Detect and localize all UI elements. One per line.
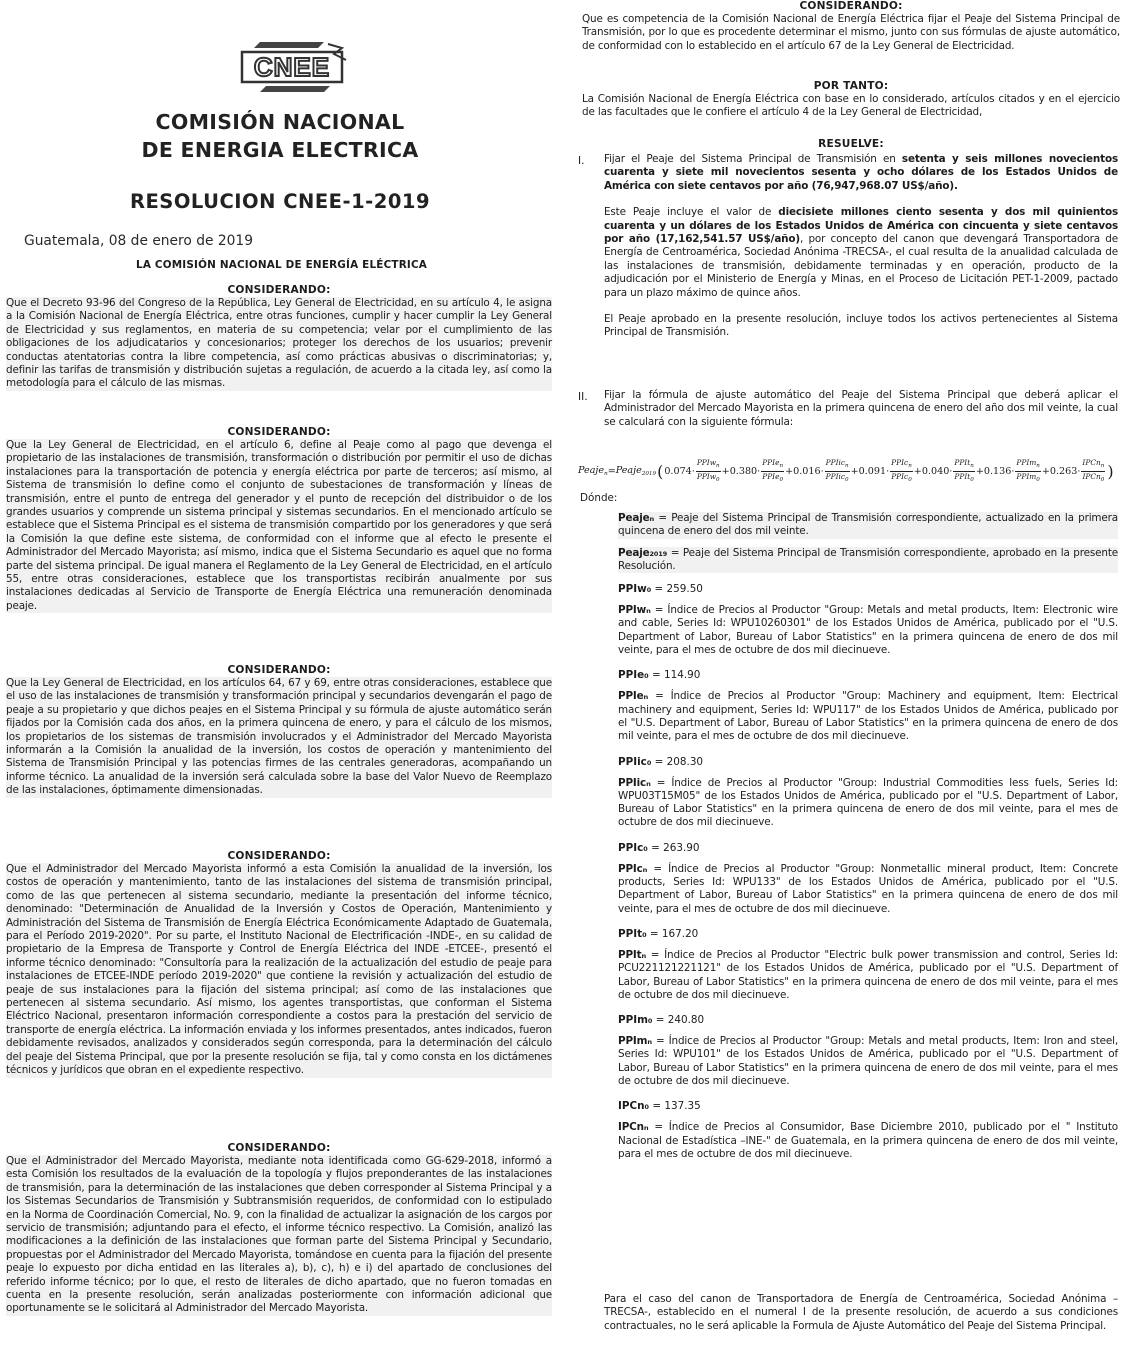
def-text: = Peaje del Sistema Principal de Transmisión correspondiente, actualizado en la primera quincena de enero del dos mil veinte. — [618, 512, 1118, 538]
considerando-text: Que el Decreto 93-96 del Congreso de la República, Ley General de Electricidad, en su artículo 4, le asigna a la Comisión Nacional de Energía Eléctrica, entre otras funciones, cumplir y hacer cumplir la Ley General de Electricidad y sus reglamentos, en materia de su competencia; velar por el cumplimiento de las obligaciones de los adjudicatarios y concesionarios; proteger los derechos de los usuarios; prevenir conductas atentatorias contra la libre competencia, así como prácticas abusivas o discriminatorias; y, definir las tarifas de transmisión y distribución sujetas a regulación, de acuerdo a la citada ley, así como la metodología para el cálculo de las mismas. — [6, 297, 552, 390]
considerando-text: Que el Administrador del Mercado Mayorista, mediante nota identificada como GG-629-2018, informó a esta Comisión los resultados de la evaluación de la topología y flujos preponderantes de las instalaciones de transmisión, para la determinación de las instalaciones que deben corresponder al Sistema Principal y a los Sistemas Secundarios de Transmisión y Subtransmisión requeridos, de conformidad con lo estipulado en la Norma de Coordinación Comercial, No. 9, con la finalidad de actualizar la asignación de los cargos por servicio de transmisión; adjuntando para el efecto, el informe técnico respectivo. La Comisión, analizó las modificaciones a la definición de las instalaciones que forman parte del Sistema Principal y Secundario, propuestas por el Administrador del Mercado Mayorista, tomándose en cuenta para la fijación del presente peaje lo expuesto por dicha entidad en las literales a), b), c), h) e i) del apartado de conclusiones del referido informe técnico; por lo que, el resto de literales de dicho apartado, que no fueron tomadas en cuenta en la presente resolución, serán analizadas posteriormente con información adicional que oportunamente se le solicitará al Administrador del Mercado Mayorista. — [6, 1155, 552, 1315]
considerando-heading: CONSIDERANDO: — [227, 850, 331, 862]
formula-coefficient: 0.136· — [983, 465, 1015, 477]
resuelve-item-i — [604, 153, 1118, 340]
def-peajen — [618, 512, 1118, 539]
resuelve-heading-block — [582, 138, 1120, 151]
considerando-text: Que la Ley General de Electricidad, en el artículo 6, define al Peaje como al pago que devenga el propietario de las instalaciones de transmisión, transformación o distribución por permitir el uso de dichas instalaciones para la transportación de potencia y energía eléctrica por parte de terceros; así mismo, al Sistema de transmisión lo define como el conjunto de subestaciones de transformación y líneas de transmisión, entre el punto de entrega del generador y el punto de recepción del distribuidor o de los grandes usuarios y comprende un sistema principal y sistemas secundarios. En el mencionado artículo se establece que el Sistema Principal es el sistema de transmisión compartido por los generadores y que será la Comisión la que define este sistema, de conformidad con el informe que al efecto le presente el Administrador del Mercado Mayorista; así mismo, indica que el Sistema Secundario es aquel que no forma parte del sistema principal. De igual manera el Reglamento de la Ley General de Electricidad, en el artículo 55, entre otras consideraciones, establece que los transportistas recibirán anualmente por sus instalaciones dedicadas al Servicio de Transporte de Energía Eléctrica una remuneración denominada peaje. — [6, 439, 552, 612]
item-i-paragraph-2 — [604, 206, 1118, 300]
considerando-text: Que es competencia de la Comisión Nacional de Energía Eléctrica fijar el Peaje del Sistema Principal de Transmisión, por lo que es procedente determinar el mismo, junto con sus fórmulas de ajuste automático, de conformidad con lo establecido en el artículo 67 de la Ley General de Electricidad. — [582, 13, 1120, 52]
def-label: PPIt₀ — [618, 927, 647, 940]
def-value: = 167.20 — [646, 927, 699, 940]
formula-equals: = — [607, 465, 616, 477]
formula-paren-open: ( — [657, 461, 664, 481]
formula-denominator: PPIe$_0$ — [762, 471, 784, 483]
considerando-text: Que la Ley General de Electricidad, en los artículos 64, 67 y 69, entre otras consideraciones, establece que el uso de las instalaciones de transmisión y transformación principal y secundarios devengarán el pago de peaje a su propietario y que dichos peajes en el Sistema Principal y su fórmula de ajuste automático serán fijados por la Comisión cada dos años, en la primera quincena de enero, y para el cálculo de los mismos, los propietarios de los sistemas de transmisión involucrados y el Administrador del Mercado Mayorista informarán a la Comisión la anualidad de la inversión, los costos de operación y mantenimiento del Sistema de Transmisión Principal y las potencias firmes de las centrales generadoras, acompañando un informe técnico. La anualidad de la inversión será calculada sobre la base del Valor Nuevo de Reemplazo de las instalaciones, óptimamente dimensionadas. — [6, 677, 552, 797]
def-text: = Índice de Precios al Productor "Group: Metals and metal products, Item: Electronic wire and cable, Series Id: WPU10260301" de los Estados Unidos de América, publicado por el "U.S. Department of Labor, Bureau of Labor Statistics" en la primera quincena de enero de dos mil veinte, para el mes de octubre de dos mil diecinueve. — [618, 604, 1118, 657]
formula-numerator: IPCn$_n$ — [1081, 458, 1105, 472]
formula-plus: + — [913, 465, 922, 477]
val-ppie0 — [618, 669, 1118, 682]
item-i-text: Fijar el Peaje del Sistema Principal de Transmisión en — [604, 153, 902, 165]
resolution-title: RESOLUCION CNEE-1-2019 — [129, 190, 431, 213]
item-i-p2-amount: diecisiete millones ciento sesenta y dos mil quinientos cuarenta y un dólares de los Estados Unidos de América con cincuenta y siete centavos por año (17,162,541.57 US$/año) — [604, 206, 1118, 246]
item-i-paragraph-3: El Peaje aprobado en la presente resolución, incluye todos los activos pertenecientes al Sistema Principal de Transmisión. — [604, 313, 1118, 339]
donde-text: Dónde: — [580, 492, 618, 504]
considerando-heading: CONSIDERANDO: — [227, 426, 331, 438]
formula-base-text: Peaje — [615, 465, 642, 476]
logo-text: CNEE — [253, 52, 331, 82]
definitions-list — [618, 512, 1118, 1161]
formula-subscript: n — [908, 462, 912, 469]
adjustment-formula — [578, 452, 1123, 490]
def-value: = 263.90 — [647, 841, 700, 854]
def-label: PPIw₀ — [618, 583, 652, 596]
considerando-heading: CONSIDERANDO: — [227, 284, 331, 296]
def-ppiicn — [618, 777, 1118, 830]
formula-plus: + — [975, 465, 984, 477]
formula-plus: + — [721, 465, 730, 477]
considerando-6 — [582, 0, 1120, 53]
considerando-5 — [6, 1142, 552, 1316]
formula-denominator: IPCn$_0$ — [1082, 471, 1105, 483]
formula-coefficient: 0.074· — [664, 465, 695, 477]
formula-plus: + — [785, 465, 794, 477]
def-peaje2019 — [618, 547, 1118, 574]
def-value: = 208.30 — [651, 755, 704, 768]
formula-subscript: n — [1100, 462, 1105, 469]
formula-subscript: 0 — [970, 476, 974, 483]
formula-denominator: PPIm$_0$ — [1016, 471, 1040, 483]
def-label: PPIwₙ — [618, 604, 651, 617]
def-text: = Índice de Precios al Productor "Electric bulk power transmission and control, Series Id: PCU221121221121" de los Estados Unidos de América, publicado por el "U.S. Department of Labor, Bureau of Labor Statistics" en la primera quincena de enero de dos mil veinte, para el mes de octubre de dos mil diecinueve. — [618, 948, 1118, 1001]
formula-paren-close: ) — [1107, 461, 1114, 481]
def-ipcnn — [618, 1121, 1118, 1161]
item-i-p2-lead: Este Peaje incluye el valor de — [604, 206, 779, 219]
organization-title — [100, 108, 460, 164]
formula-numerator: PPIw$_n$ — [696, 458, 721, 472]
formula-denominator: PPIw$_0$ — [696, 471, 720, 483]
val-ppit0 — [618, 928, 1118, 941]
def-label: PPIe₀ — [618, 669, 649, 682]
val-ppiw0 — [618, 583, 1118, 596]
formula-fraction — [825, 458, 850, 485]
formula-lhs-sub: n — [604, 471, 608, 477]
def-text: = Peaje del Sistema Principal de Transmisión correspondiente, aprobado en la presente Resolución. — [618, 546, 1118, 572]
def-label: IPCnₙ — [618, 1121, 649, 1134]
def-label: PPIic₀ — [618, 755, 652, 768]
closing-paragraph — [604, 1293, 1118, 1333]
formula-base-sub: 2019 — [641, 471, 657, 477]
formula-plus: + — [850, 465, 859, 477]
val-ppic0 — [618, 842, 1118, 855]
formula-coefficient: 0.380· — [729, 465, 761, 477]
formula-numerator: PPIic$_n$ — [825, 458, 850, 472]
place-date: Guatemala, 08 de enero de 2019 — [24, 233, 253, 249]
def-text: = Índice de Precios al Productor "Group: Industrial Commodities less fuels, Series Id: WPU03T15M05" de los Estados Unidos de América, publicado por el "U.S. Department of Labor, Bureau of Labor Statistics" en la primera quincena de enero de dos mil veinte, para el mes de octubre de dos mil diecinueve. — [618, 776, 1118, 829]
formula-numerator: PPIe$_n$ — [761, 458, 784, 472]
def-ppien — [618, 690, 1118, 743]
item-i-amount: setenta y seis millones novecientos cuarenta y siete mil novecientos sesenta y ocho dólares de los Estados Unidos de América con siete centavos por año (76,947,968.07 US$/año). — [604, 153, 1118, 192]
def-value: = 114.90 — [648, 669, 701, 682]
closing-text: Para el caso del canon de Transportadora de Energía de Centroamérica, Sociedad Anónima –TRECSA-, establecido en el numeral I de la presente resolución, de acuerdo a sus condiciones contractuales, no le será aplicable la Formula de Ajuste Automático del Peaje del Sistema Principal. — [604, 1293, 1118, 1332]
def-ppicn — [618, 863, 1118, 916]
formula-fraction — [761, 458, 784, 485]
considerando-3 — [6, 664, 552, 798]
def-label: PPItₙ — [618, 948, 647, 961]
formula-subscript: 0 — [1100, 476, 1105, 483]
formula-lhs — [578, 465, 608, 477]
formula-subscript: n — [1036, 462, 1040, 469]
considerando-heading: CONSIDERANDO: — [227, 664, 331, 676]
def-label: PPIeₙ — [618, 690, 649, 703]
val-ipcn0 — [618, 1100, 1118, 1113]
formula-fraction — [1015, 458, 1040, 485]
formula-lhs-text: Peaje — [578, 465, 605, 476]
formula-numerator: PPIt$_n$ — [953, 458, 974, 472]
def-text: = Índice de Precios al Productor "Group: Metals and metal products, Item: Iron and steel, Series Id: WPU101" de los Estados Unidos de América, publicado por el "U.S. Department of Labor, Bureau of Labor Statistics" en la primera quincena de enero de dos mil veinte, para el mes de octubre de dos mil diecinueve. — [618, 1035, 1118, 1088]
considerando-4 — [6, 850, 552, 1078]
val-ppim0 — [618, 1014, 1118, 1027]
item-number-ii: II. — [578, 391, 588, 403]
formula-subscript: 0 — [779, 476, 784, 483]
val-ppiic0 — [618, 756, 1118, 769]
formula-subscript: n — [845, 462, 849, 469]
formula-base — [616, 465, 656, 477]
def-value: = 137.35 — [649, 1100, 701, 1113]
def-text: = Índice de Precios al Productor "Group: Machinery and equipment, Item: Electrical machinery and equipment, Series Id: WPU117" de los Estados Unidos de América, publicado por el "U.S. Department of Labor, Bureau of Labor Statistics" en la primera quincena de enero de dos mil veinte, para el mes de octubre de dos mil diecinueve. — [618, 690, 1118, 743]
cnee-logo-graphic — [238, 40, 348, 96]
considerando-text: Que el Administrador del Mercado Mayorista informó a esta Comisión la anualidad de la inversión, los costos de operación y mantenimiento, tanto de las instalaciones del sistema de transmisión principal, como de las que pertenecen al sistema secundario, mediante la presentación del informe técnico, denominado: "Determinación de Anualidad de la Inversión y Costos de Operación, Mantenimiento y Administración del Sistema de Transmisión de Energía Eléctrica Económicamente Adaptado de Guatemala, para el Período 2019-2020". Por su parte, el Instituto Nacional de Electrificación -INDE-, en su calidad de propietario de la Empresa de Transporte y Control de Energía Eléctrica del INDE -ETCEE-, presentó el informe técnico denominado: "Consultoría para la realización de la actualización del estudio de peaje para instalaciones de ETCEE-INDE período 2019-2020" que contiene la revisión y actualización del estudio de peaje de sus instalaciones para la fijación del sistema principal; así como de las instalaciones que pertenecen al sistema secundario. Así mismo, los agentes transportistas, que conforman el Sistema Eléctrico Nacional, presentaron información correspondiente a costos para la prestación del servicio de transporte de energía eléctrica. La información enviada y los informes presentados, antes indicados, fueron debidamente revisados, analizados y considerados según corresponda, para la determinación del cálculo del peaje del Sistema Principal, que por la presente resolución se fija, tal y como consta en los dictámenes técnicos y jurídicos que obran en el expediente respectivo. — [6, 863, 552, 1077]
def-label: IPCn₀ — [618, 1100, 650, 1113]
formula-fraction — [890, 458, 913, 485]
formula-fraction — [1081, 458, 1105, 485]
formula-fraction — [696, 458, 721, 485]
por-tanto-heading: POR TANTO: — [813, 80, 889, 92]
formula-subscript: n — [970, 462, 974, 469]
formula-subscript: 0 — [1036, 476, 1040, 483]
formula-subscript: 0 — [908, 476, 912, 483]
por-tanto-text: La Comisión Nacional de Energía Eléctrica con base en lo considerado, artículos citados y en el ejercicio de las facultades que le confiere el artículo 4 de la Ley General de Electricidad, — [582, 93, 1120, 119]
donde-label — [580, 492, 617, 505]
def-text: = Índice de Precios al Consumidor, Base Diciembre 2010, publicado por el " Instituto Nacional de Estadística –INE-" de Guatemala, en la primera quincena de enero de dos mil veinte, para el mes de octubre de dos mil diecinueve. — [618, 1121, 1118, 1160]
formula-coefficient: 0.016· — [793, 465, 824, 477]
item-i-paragraph-1 — [604, 153, 1118, 193]
considerando-2 — [6, 426, 552, 613]
def-label: Peajeₙ — [618, 512, 655, 524]
def-ppiwn — [618, 604, 1118, 657]
considerando-1 — [6, 284, 552, 391]
def-value: = 259.50 — [651, 583, 703, 596]
def-ppimn — [618, 1035, 1118, 1088]
def-label: PPIcₙ — [618, 862, 648, 875]
formula-plus: + — [1041, 465, 1050, 477]
formula-subscript: 0 — [716, 476, 720, 483]
considerando-heading: CONSIDERANDO: — [227, 1142, 331, 1154]
def-label: PPIicₙ — [618, 776, 651, 789]
item-number-i: I. — [578, 155, 585, 167]
formula-coefficient: 0.263· — [1049, 465, 1081, 477]
def-label: PPIm₀ — [618, 1014, 653, 1027]
formula-numerator: PPIc$_n$ — [890, 458, 913, 472]
formula-denominator: PPIc$_0$ — [891, 471, 912, 483]
def-value: = 240.80 — [652, 1014, 705, 1027]
def-ppitn — [618, 949, 1118, 1002]
org-subtitle: LA COMISIÓN NACIONAL DE ENERGÍA ELÉCTRICA — [136, 259, 428, 271]
resuelve-heading: RESUELVE: — [818, 138, 884, 150]
formula-denominator: PPIic$_0$ — [825, 471, 849, 483]
por-tanto — [582, 80, 1120, 120]
formula-denominator: PPIt$_0$ — [954, 471, 974, 483]
resuelve-item-ii — [604, 389, 1118, 429]
def-text: = Índice de Precios al Productor "Group: Nonmetallic mineral product, Item: Concrete products, Series Id: WPU133" de los Estados Unidos de América, publicado por el "U.S. Department of Labor, Bureau of Labor Statistics" en la primera quincena de enero de dos mil veinte, para el mes de octubre de dos mil diecinueve. — [618, 862, 1118, 915]
item-i-p2-rest: , por concepto del canon que devengará Transportadora de Energía de Centroamérica, Sociedad Anónima -TRECSA-, el cual resulta de la anualidad calculada de las instalaciones de transmisión, debidamente terminadas y en operación, producto de la adjudicación por el Ministerio de Energía y Minas, en el Proceso de Licitación PET-1-2009, pactado para un plazo máximo de quince años. — [604, 233, 1118, 299]
formula-fraction — [953, 458, 974, 485]
formula-subscript: n — [716, 462, 720, 469]
def-label: Peaje₂₀₁₉ — [618, 546, 668, 559]
formula-coefficient: 0.091· — [858, 465, 890, 477]
org-line-1: COMISIÓN NACIONAL — [155, 110, 405, 134]
formula-terms — [664, 458, 1106, 485]
item-ii-text: Fijar la fórmula de ajuste automático del Peaje del Sistema Principal que deberá aplicar el Administrador del Mercado Mayorista en la primera quincena de enero del año dos mil veinte, la cual se calculará con la siguiente fórmula: — [604, 389, 1118, 428]
cnee-logo — [238, 40, 348, 96]
def-label: PPIc₀ — [618, 841, 648, 854]
def-label: PPImₙ — [618, 1035, 652, 1048]
formula-subscript: 0 — [845, 476, 849, 483]
formula-subscript: n — [779, 462, 784, 469]
formula-numerator: PPIm$_n$ — [1015, 458, 1040, 472]
formula-coefficient: 0.040· — [921, 465, 953, 477]
org-line-2: DE ENERGIA ELECTRICA — [141, 138, 419, 162]
considerando-heading: CONSIDERANDO: — [799, 0, 903, 12]
